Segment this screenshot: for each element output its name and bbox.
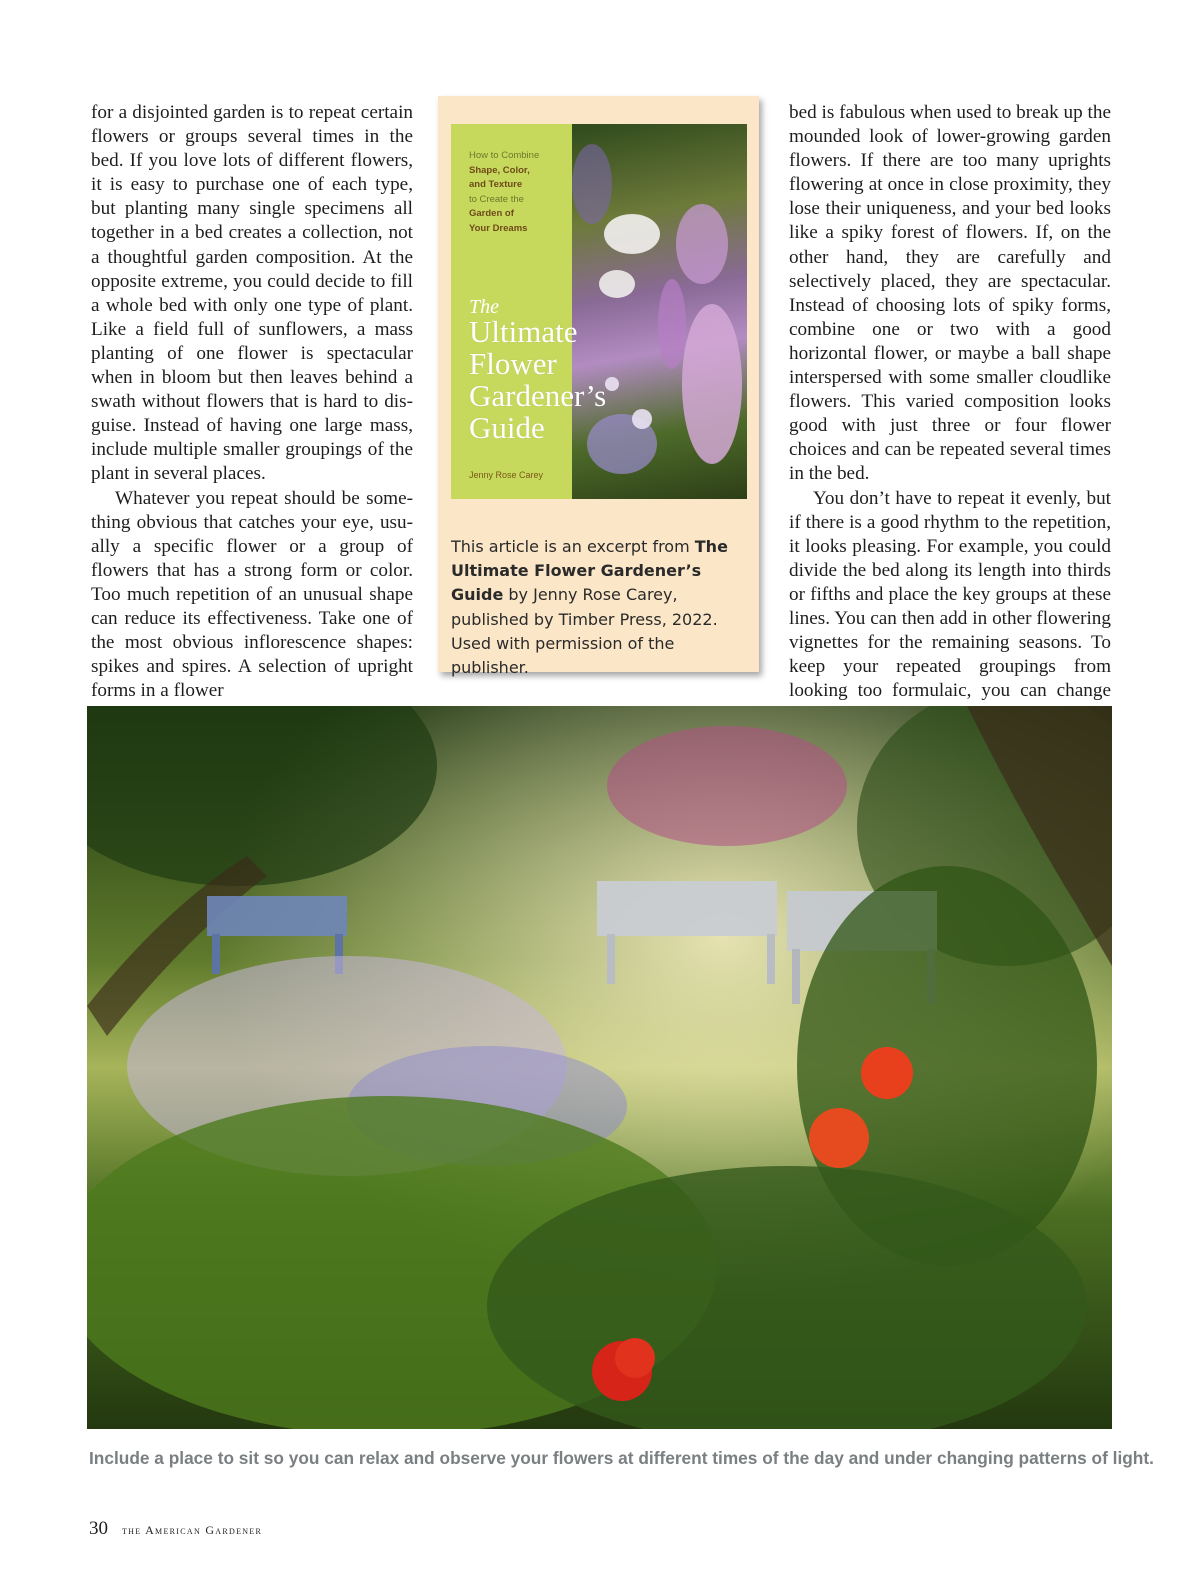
article-paragraph: for a disjointed garden is to repeat certain flowers or groups several times in the bed. If you love lots of different flowers, it is easy to purchase one of each type, but planting many single specimens all together in a bed creates a collection, not a thoughtful garden composition. At the opposite extreme, you could decide to fill a whole bed with only one type of plant. Like a field full of sunflowers, a mass planting of one flower is spectacular when in bloom but then leaves behind a swath without flowers that is hard to disguise. Instead of having one large mass, include multiple smaller groupings of the plant in several places. (91, 102, 413, 485)
cover-title-line: Ultimate (469, 314, 578, 349)
article-paragraph: Whatever you repeat should be something obvious that catches your eye, usually a specific flower or a group of flowers that has a strong form or color. Too much repetition of an unusual shape can reduce its effectiveness. Take one of the most obvious inflorescence shapes: spikes and spires. A selection of upright forms in a flower (91, 487, 413, 702)
excerpt-note: This article is an excerpt from The Ultimate Flower Gardener’s Guide by Jenny Rose Carey, published by Timber Press, 2022. Used with permission of the publisher. (451, 537, 728, 678)
page-number: 30 (89, 1518, 108, 1539)
foxglove-illustration (572, 124, 747, 499)
cover-title-the: The (469, 296, 499, 318)
cover-title-line: Guide (469, 410, 545, 445)
article-column-left (91, 101, 413, 703)
publication-name: the American Gardener (122, 1523, 263, 1537)
article-paragraph: You don’t have to repeat it evenly, but if there is a good rhythm to the repetition, it looks pleasing. For example, you could divide the bed along its length into thirds or fifths and place the key groups at these lines. You can then add in other flowering vignettes for the remaining seasons. To keep your repeated groupings from looking too formulaic, you can change (789, 487, 1111, 702)
garden-photo (87, 706, 1112, 1429)
cover-author: Jenny Rose Carey (469, 470, 544, 480)
photo-caption: Include a place to sit so you can relax and observe your flowers at different times of the day and under changing patterns of light. (89, 1448, 1154, 1468)
cover-title-line: Flower (469, 346, 557, 381)
cover-tagline: How to Combine Shape, Color, and Texture to Create the Garden of Your Dreams (469, 150, 540, 234)
page-footer (89, 1518, 262, 1540)
garden-illustration (87, 706, 1112, 1429)
foxglove-photo (572, 124, 747, 499)
article-column-right (789, 101, 1111, 727)
cover-title-line: Gardener’s (469, 378, 607, 413)
book-cover-image (451, 124, 747, 499)
article-paragraph: bed is fabulous when used to break up the mounded look of lower-growing garden flowers. If there are too many uprights flowering at once in close proximity, they lose their uniqueness, and your bed looks like a spiky forest of flowers. If, on the other hand, they are carefully and selectively placed, they are spectacular. Instead of choosing lots of spiky forms, combine one or two with a good horizontal flower, or maybe a ball shape interspersed with some smaller cloudlike flowers. This varied composition looks good with just three or four flower choices and can be repeated several times in the bed. (789, 102, 1111, 485)
book-title: The Ultimate Flower Gardener’s Guide (451, 537, 728, 605)
book-sidebar (438, 96, 759, 678)
